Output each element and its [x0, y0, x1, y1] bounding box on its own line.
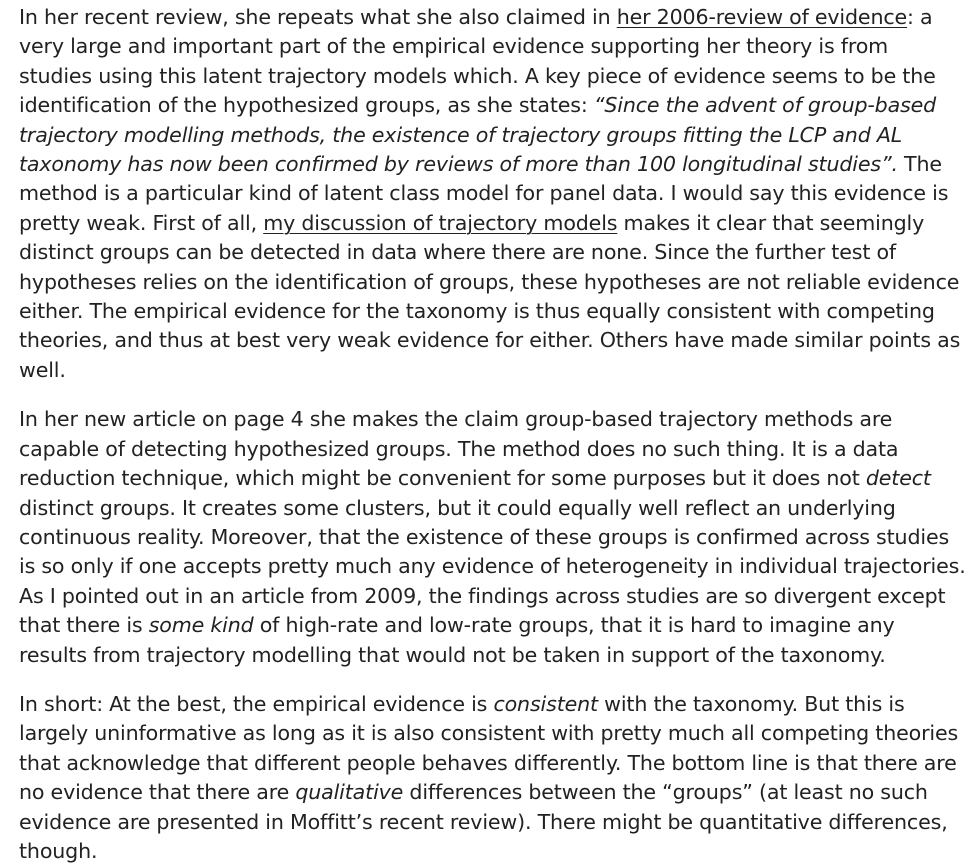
review-2006-link[interactable]: her 2006-review of evidence [616, 5, 908, 29]
paragraph-3-text-2: with the taxonomy. But this is largely uninformative as long as it is also consistent with pretty much all competing theories that acknowledge that different people behaves differently. The bottom line is that there are no evidence that there are [19, 691, 959, 805]
moffitt-quote: “Since the advent of group-based trajectory modelling methods, the existence of trajectory groups fitting the LCP and AL taxonomy has now been confirmed by reviews of more than 100 longitudinal studies”. [19, 93, 937, 177]
paragraph-3-text-3: differences between the “groups” (at least no such evidence are presented in Moffitt’s recent review). There might be quantitative differences, though. [19, 780, 948, 863]
paragraph-3 [19, 690, 966, 866]
paragraph-2 [19, 405, 966, 670]
trajectory-models-discussion-link[interactable]: my discussion of trajectory models [263, 210, 618, 235]
paragraph-1-text-4: makes it clear that seemingly distinct groups can be detected in data where there are none. Since the further test of hypotheses relies on the identification of groups, these hypotheses are not reliable evidence either. The empirical evidence for the taxonomy is thus equally consistent with competing theories, and thus at best very weak evidence for either. Others have made similar points as well. [19, 210, 961, 382]
paragraph-2-text-3: of high-rate and low-rate groups, that it is hard to imagine any results from trajectory modelling that would not be taken in support of the taxonomy. [19, 613, 895, 667]
paragraph-1-text-3: The method is a particular kind of latent class model for panel data. I would say this evidence is pretty weak. First of all, [19, 152, 949, 235]
emphasis-qualitative: qualitative [295, 780, 404, 805]
paragraph-1-text-1: In her recent review, she repeats what she also claimed in [19, 5, 617, 29]
paragraph-1 [19, 3, 966, 385]
paragraph-1-text-2: : a very large and important part of the empirical evidence supporting her theory is from studies using this latent trajectory models which. A key piece of evidence seems to be the identification of the hypothesized groups, as she states: [19, 5, 936, 118]
paragraph-3-text-1: In short: At the best, the empirical evidence is [19, 691, 494, 716]
emphasis-consistent: consistent [493, 691, 598, 716]
paragraph-2-text-2: distinct groups. It creates some clusters, but it could equally well reflect an underlying continuous reality. Moreover, that the existence of these groups is confirmed across studies is so only if one accepts pretty much any evidence of heterogeneity in individual trajectories. As I pointed out in an article from 2009, the findings across studies are so divergent except that there is [19, 495, 966, 638]
paragraph-2-text-1: In her new article on page 4 she makes the claim group-based trajectory methods are capable of detecting hypothesized groups. The method does no such thing. It is a data reduction technique, which might be convenient for some purposes but it does not [19, 407, 899, 491]
emphasis-some-kind: some kind [148, 613, 254, 638]
emphasis-detect: detect [865, 466, 931, 491]
